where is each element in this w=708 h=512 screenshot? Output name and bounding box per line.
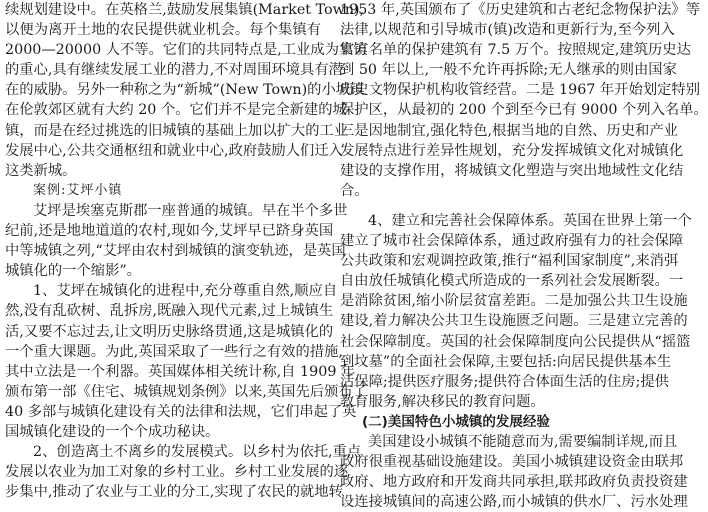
case-label: 案例:艾坪小镇: [33, 182, 123, 198]
text-line: 40 多部与城镇化建设有关的法律和法规，它们串起了英: [5, 403, 357, 420]
text-line: 活,又要不忘过去,让文明历史脉络贯通,这是城镇化的: [5, 323, 334, 340]
text-line: 艾坪是埃塞克斯郡一座普通的城镇。早在半个多世: [33, 202, 348, 219]
text-line: 以便为离开土地的农民提供就业机会。每个集镇有: [5, 22, 321, 39]
section-heading: (二)美国特色小城镇的发展经验: [362, 413, 550, 430]
text-line: 建立了城市社会保障体系，通过政府强有力的社会保障: [340, 233, 684, 250]
text-line: 政府、地方政府和开发商共同承担,联邦政府负责投资建: [340, 474, 688, 491]
text-line: 到 50 年以上,一般不允许再拆除;无人继承的则由国家: [340, 62, 677, 79]
text-line: 公共政策和宏观调控政策,推行“福利国家制度”,来消弭: [340, 253, 679, 270]
text-line: 发展以农业为加工对象的乡村工业。乡村工业发展的逐: [5, 464, 349, 481]
text-line: 三是因地制宜,强化特色,根据当地的自然、历史和产业: [340, 122, 678, 139]
text-line: 这类新城。: [5, 162, 77, 179]
text-line: 2000—20000 人不等。它们的共同特点是,工业成为集镇: [5, 42, 368, 59]
text-line: 自由放任城镇化模式所造成的一系列社会发展断裂。一: [340, 273, 684, 290]
text-line: 2、创造离土不离乡的发展模式。以乡村为依托,重点: [33, 444, 362, 461]
text-line: 续规划建设中。在英格兰,鼓励发展集镇(Market Town),: [5, 2, 365, 18]
text-line: 历史文物保护机构收管经营。二是 1967 年开始划定特别: [340, 82, 701, 99]
text-line: 政府很重视基础设施建设。美国小城镇建设资金由联邦: [340, 454, 684, 471]
text-line: 4、建立和完善社会保障体系。英国在世界上第一个: [368, 212, 692, 229]
text-line: 然,没有乱砍树、乱拆房,既融入现代元素,过上城镇生: [5, 303, 334, 320]
text-line: 建设的支撑作用，将城镇文化塑造与突出地域性文化结: [340, 162, 684, 179]
text-line: 官方名单的保护建筑有 7.5 万个。按照规定,建筑历史达: [340, 42, 691, 59]
text-line: 到坟墓”的全面社会保障,主要包括:向居民提供基本生: [340, 353, 672, 370]
text-line: 法律,以规范和引导城市(镇)改造和更新行为,至今列入: [340, 22, 675, 39]
text-line: 保护区，从最初的 200 个到至今已有 9000 个列入名单。: [340, 102, 708, 119]
right-column: [340, 0, 708, 512]
text-line: 美国建设小城镇不能随意而为,需要编制详规,而且: [368, 433, 678, 450]
text-line: 建设,着力解决公共卫生设施匮乏问题。三是建立完善的: [340, 313, 688, 330]
text-line: 1953 年,英国颁布了《历史建筑和古老纪念物保护法》等: [340, 2, 701, 18]
text-line: 是消除贫困,缩小阶层贫富差距。二是加强公共卫生设施: [340, 293, 688, 310]
text-line: 活保障;提供医疗服务;提供符合体面生活的住房;提供: [340, 373, 669, 390]
text-line: 在的威胁。另外一种称之为“新城”(New Town)的小城镇: [5, 82, 365, 99]
text-line: 纪前,还是地地道道的农村,现如今,艾坪早已跻身英国: [5, 223, 334, 240]
text-line: 合。: [340, 182, 369, 199]
text-line: 城镇化的一个缩影”。: [5, 263, 141, 280]
text-line: 的重心,具有继续发展工业的潜力,不对周围环境具有潜: [5, 62, 343, 79]
text-line: 社会保障制度。英国的社会保障制度向公民提供从“摇篮: [340, 333, 691, 350]
text-line: 设连接城镇间的高速公路,而小城镇的供水厂、污水处理: [340, 494, 688, 511]
text-line: 国城镇化建设的一个个成功秘诀。: [5, 423, 220, 440]
text-line: 在伦敦郊区就有大约 20 个。它们并不是完全新建的城: [5, 102, 347, 119]
text-line: 颁布第一部《住宅、城镇规划条例》以来,英国先后颁布了: [5, 383, 367, 400]
text-line: 镇，而是在经过挑选的旧城镇的基础上加以扩大的工业: [5, 122, 349, 139]
text-line: 教育服务,解决移民的教育问题。: [340, 393, 545, 410]
text-line: 步集中,推动了农业与工业的分工,实现了农民的就地转: [5, 484, 343, 501]
text-line: 其中立法是一个利器。英国媒体相关统计称,自 1909 年: [5, 363, 356, 380]
text-line: 1、艾坪在城镇化的进程中,充分尊重自然,顺应自: [33, 283, 338, 300]
text-line: 发展特点进行差异性规划，充分发挥城镇文化对城镇化: [340, 142, 684, 159]
paragraph-gap: [340, 201, 656, 211]
text-line: 发展中心,公共交通枢纽和就业中心,政府鼓励人们迁入: [5, 142, 343, 159]
text-line: 一个重大课题。为此,英国采取了一些行之有效的措施,: [5, 343, 343, 360]
text-line: 中等城镇之列,“艾坪由农村到城镇的演变轨迹，是英国: [5, 243, 346, 260]
left-column: [5, 0, 368, 502]
